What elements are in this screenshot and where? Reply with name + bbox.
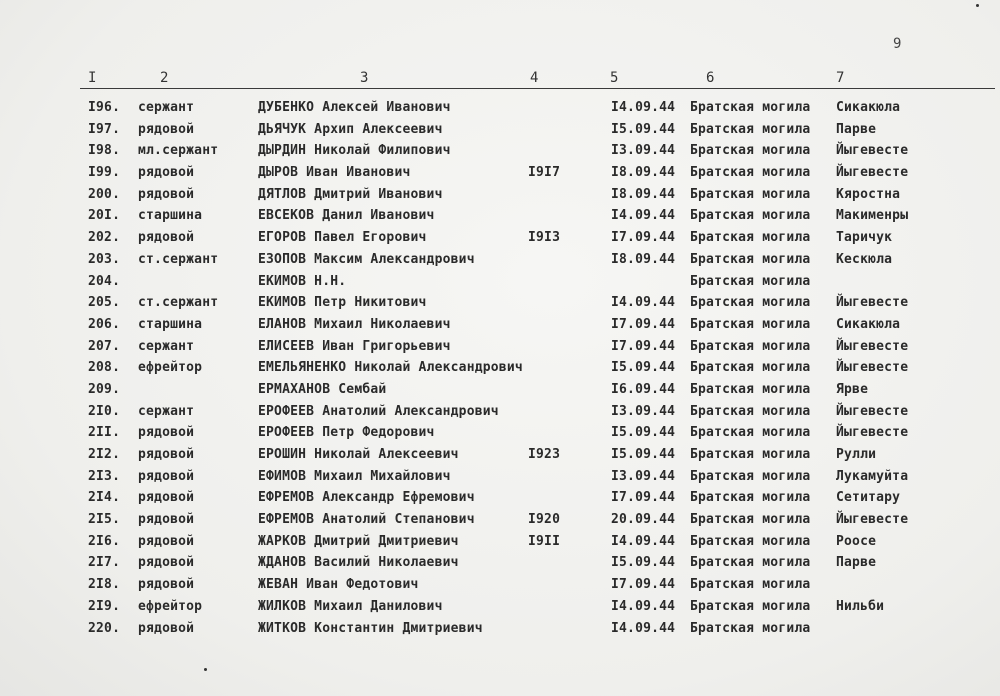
record-death-date: I3.09.44 [611, 143, 676, 159]
record-number: I99. [88, 165, 121, 181]
record-birth-year: I923 [528, 447, 561, 462]
record-burial-place: Йыгевесте [836, 143, 909, 159]
record-name: ЕЛАНОВ Михаил Николаевич [258, 316, 451, 332]
record-number: 2I6. [88, 533, 121, 549]
record-death-date: I5.09.44 [611, 360, 676, 376]
record-death-date: I4.09.44 [611, 100, 676, 115]
record-burial-type: Братская могила [690, 186, 811, 202]
table-row [0, 185, 1000, 207]
record-name: ДЫРДИН Николай Филипович [258, 143, 451, 159]
record-name: ДУБЕНКО Алексей Иванович [258, 100, 451, 115]
record-burial-place: Йыгевесте [836, 512, 909, 528]
record-number: 2I5. [88, 512, 121, 528]
column-header-2: 2 [160, 70, 169, 86]
record-rank: рядовой [138, 512, 195, 528]
record-birth-year: I9I3 [528, 230, 561, 246]
record-burial-place: Йыгевесте [836, 425, 909, 441]
table-row [0, 120, 1000, 142]
record-death-date: I8.09.44 [611, 251, 676, 267]
record-death-date: I4.09.44 [611, 208, 676, 224]
record-rank: рядовой [138, 425, 195, 441]
record-death-date: I7.09.44 [611, 316, 676, 332]
record-burial-type: Братская могила [690, 143, 811, 159]
record-burial-type: Братская могила [690, 338, 811, 354]
record-death-date: 20.09.44 [611, 512, 676, 528]
record-rank: ст.сержант [138, 251, 219, 267]
record-burial-place: Сикакюла [836, 100, 901, 115]
record-name: ЕФРЕМОВ Анатолий Степанович [258, 512, 475, 528]
record-number: 209. [88, 381, 121, 397]
record-burial-place: Кескюла [836, 251, 893, 267]
record-burial-type: Братская могила [690, 295, 811, 311]
record-rank: ефрейтор [138, 360, 203, 376]
record-number: 2I4. [88, 490, 121, 506]
table-row [0, 597, 1000, 619]
record-death-date: I5.09.44 [611, 425, 676, 441]
record-burial-type: Братская могила [690, 100, 811, 115]
record-number: 2I3. [88, 468, 121, 484]
column-header-6: 6 [706, 70, 715, 86]
record-rank: рядовой [138, 121, 195, 137]
record-death-date: I8.09.44 [611, 186, 676, 202]
record-burial-type: Братская могила [690, 425, 811, 441]
table-row [0, 553, 1000, 575]
record-death-date: I3.09.44 [611, 403, 676, 419]
header-rule [80, 88, 995, 89]
record-number: 207. [88, 338, 121, 354]
record-death-date: I4.09.44 [611, 598, 676, 614]
record-rank: ст.сержант [138, 295, 219, 311]
table-row [0, 163, 1000, 185]
record-name: ЖИТКОВ Константин Дмитриевич [258, 620, 483, 636]
record-name: ЕРОФЕЕВ Петр Федорович [258, 425, 435, 441]
record-number: 206. [88, 316, 121, 332]
table-row [0, 141, 1000, 163]
table-row [0, 206, 1000, 228]
column-header-row [84, 70, 994, 90]
record-rank: рядовой [138, 468, 195, 484]
record-death-date: I5.09.44 [611, 121, 676, 137]
column-header-3: 3 [360, 70, 369, 86]
scan-speck [204, 668, 207, 671]
record-death-date: I7.09.44 [611, 490, 676, 506]
record-death-date: I7.09.44 [611, 577, 676, 593]
record-burial-type: Братская могила [690, 447, 811, 462]
record-rank: рядовой [138, 230, 195, 246]
record-name: ДЬЯЧУК Архип Алексеевич [258, 121, 443, 137]
record-burial-type: Братская могила [690, 381, 811, 397]
record-name: ЖДАНОВ Василий Николаевич [258, 555, 459, 571]
record-number: 2I8. [88, 577, 121, 593]
record-death-date: I6.09.44 [611, 381, 676, 397]
record-name: ЕФРЕМОВ Александр Ефремович [258, 490, 475, 506]
record-name: ЕГОРОВ Павел Егорович [258, 230, 427, 246]
record-rank: ефрейтор [138, 598, 203, 614]
record-rank: рядовой [138, 533, 195, 549]
record-number: I97. [88, 121, 121, 137]
record-death-date: I7.09.44 [611, 230, 676, 246]
record-burial-type: Братская могила [690, 208, 811, 224]
table-row [0, 445, 1000, 467]
record-burial-type: Братская могила [690, 251, 811, 267]
record-death-date: I3.09.44 [611, 468, 676, 484]
record-burial-place: Йыгевесте [836, 403, 909, 419]
record-number: 2I2. [88, 447, 121, 462]
record-number: 2II. [88, 425, 121, 441]
record-burial-type: Братская могила [690, 360, 811, 376]
record-burial-type: Братская могила [690, 577, 811, 593]
record-burial-type: Братская могила [690, 555, 811, 571]
record-name: ЖАРКОВ Дмитрий Дмитриевич [258, 533, 459, 549]
record-rank: рядовой [138, 620, 195, 636]
column-header-5: 5 [610, 70, 619, 86]
record-burial-type: Братская могила [690, 620, 811, 636]
record-name: ЕЗОПОВ Максим Александрович [258, 251, 475, 267]
record-death-date: I5.09.44 [611, 555, 676, 571]
record-burial-type: Братская могила [690, 165, 811, 181]
table-row [0, 98, 1000, 120]
record-death-date: I7.09.44 [611, 338, 676, 354]
record-burial-place: Нильби [836, 598, 885, 614]
table-row [0, 315, 1000, 337]
record-rank: сержант [138, 403, 195, 419]
table-row [0, 467, 1000, 489]
record-death-date: I4.09.44 [611, 533, 676, 549]
record-rank: рядовой [138, 186, 195, 202]
record-rank: сержант [138, 338, 195, 354]
record-name: ЖИЛКОВ Михаил Данилович [258, 598, 443, 614]
record-rank: рядовой [138, 490, 195, 506]
table-row [0, 380, 1000, 402]
record-burial-type: Братская могила [690, 598, 811, 614]
record-name: ДЯТЛОВ Дмитрий Иванович [258, 186, 443, 202]
record-number: 204. [88, 273, 121, 289]
record-death-date: I8.09.44 [611, 165, 676, 181]
record-birth-year: I9I7 [528, 165, 561, 181]
record-name: ЕМЕЛЬЯНЕНКО Николай Александрович [258, 360, 523, 376]
record-rank: рядовой [138, 577, 195, 593]
record-rank: рядовой [138, 555, 195, 571]
record-number: 220. [88, 620, 121, 636]
record-number: 200. [88, 186, 121, 202]
record-rank: старшина [138, 316, 203, 332]
record-name: ЕРОШИН Николай Алексеевич [258, 447, 459, 462]
record-name: ЕВСЕКОВ Данил Иванович [258, 208, 435, 224]
record-burial-place: Таричук [836, 230, 893, 246]
record-burial-type: Братская могила [690, 533, 811, 549]
record-rank: мл.сержант [138, 143, 219, 159]
record-name: ДЫРОВ Иван Иванович [258, 165, 411, 181]
record-birth-year: I9II [528, 533, 561, 549]
table-row [0, 532, 1000, 554]
record-number: 2I9. [88, 598, 121, 614]
record-rank: рядовой [138, 447, 195, 462]
table-row [0, 293, 1000, 315]
record-burial-type: Братская могила [690, 121, 811, 137]
record-burial-place: Сикакюла [836, 316, 901, 332]
record-list [0, 98, 1000, 640]
record-number: I98. [88, 143, 121, 159]
table-row [0, 575, 1000, 597]
column-header-7: 7 [836, 70, 845, 86]
record-name: ЕЛИСЕЕВ Иван Григорьевич [258, 338, 451, 354]
record-number: 20I. [88, 208, 121, 224]
record-name: ЕКИМОВ Н.Н. [258, 273, 347, 289]
table-row [0, 402, 1000, 424]
table-row [0, 619, 1000, 641]
table-row [0, 488, 1000, 510]
record-rank: старшина [138, 208, 203, 224]
record-number: 208. [88, 360, 121, 376]
record-burial-type: Братская могила [690, 230, 811, 246]
record-burial-type: Братская могила [690, 490, 811, 506]
record-burial-place: Кяростна [836, 186, 901, 202]
record-number: 2I7. [88, 555, 121, 571]
record-rank: сержант [138, 100, 195, 115]
table-row [0, 250, 1000, 272]
record-burial-type: Братская могила [690, 468, 811, 484]
record-number: 2I0. [88, 403, 121, 419]
record-burial-place: Ярве [836, 381, 869, 397]
record-burial-place: Лукамуйта [836, 468, 909, 484]
record-burial-place: Рулли [836, 447, 877, 462]
record-number: I96. [88, 100, 121, 115]
record-birth-year: I920 [528, 512, 561, 528]
record-burial-place: Роосе [836, 533, 877, 549]
column-header-1: I [88, 70, 97, 86]
record-number: 203. [88, 251, 121, 267]
table-row [0, 423, 1000, 445]
table-row [0, 272, 1000, 294]
record-burial-type: Братская могила [690, 403, 811, 419]
record-burial-place: Парве [836, 555, 877, 571]
record-burial-type: Братская могила [690, 512, 811, 528]
record-name: ЖЕВАН Иван Федотович [258, 577, 419, 593]
table-row [0, 358, 1000, 380]
record-burial-type: Братская могила [690, 316, 811, 332]
table-row [0, 510, 1000, 532]
record-death-date: I5.09.44 [611, 447, 676, 462]
record-rank: рядовой [138, 165, 195, 181]
record-burial-place: Макименры [836, 208, 909, 224]
record-burial-place: Йыгевесте [836, 165, 909, 181]
record-death-date: I4.09.44 [611, 620, 676, 636]
page-number: 9 [893, 36, 902, 52]
record-burial-place: Парве [836, 121, 877, 137]
record-burial-type: Братская могила [690, 273, 811, 289]
record-name: ЕКИМОВ Петр Никитович [258, 295, 427, 311]
table-row [0, 337, 1000, 359]
record-burial-place: Йыгевесте [836, 360, 909, 376]
record-burial-place: Йыгевесте [836, 295, 909, 311]
record-burial-place: Сетитару [836, 490, 901, 506]
scan-speck [976, 4, 979, 7]
column-header-4: 4 [530, 70, 539, 86]
record-name: ЕРМАХАНОВ Сембай [258, 381, 387, 397]
record-name: ЕРОФЕЕВ Анатолий Александрович [258, 403, 499, 419]
table-row [0, 228, 1000, 250]
record-name: ЕФИМОВ Михаил Михайлович [258, 468, 451, 484]
record-burial-place: Йыгевесте [836, 338, 909, 354]
record-number: 202. [88, 230, 121, 246]
record-number: 205. [88, 295, 121, 311]
record-death-date: I4.09.44 [611, 295, 676, 311]
